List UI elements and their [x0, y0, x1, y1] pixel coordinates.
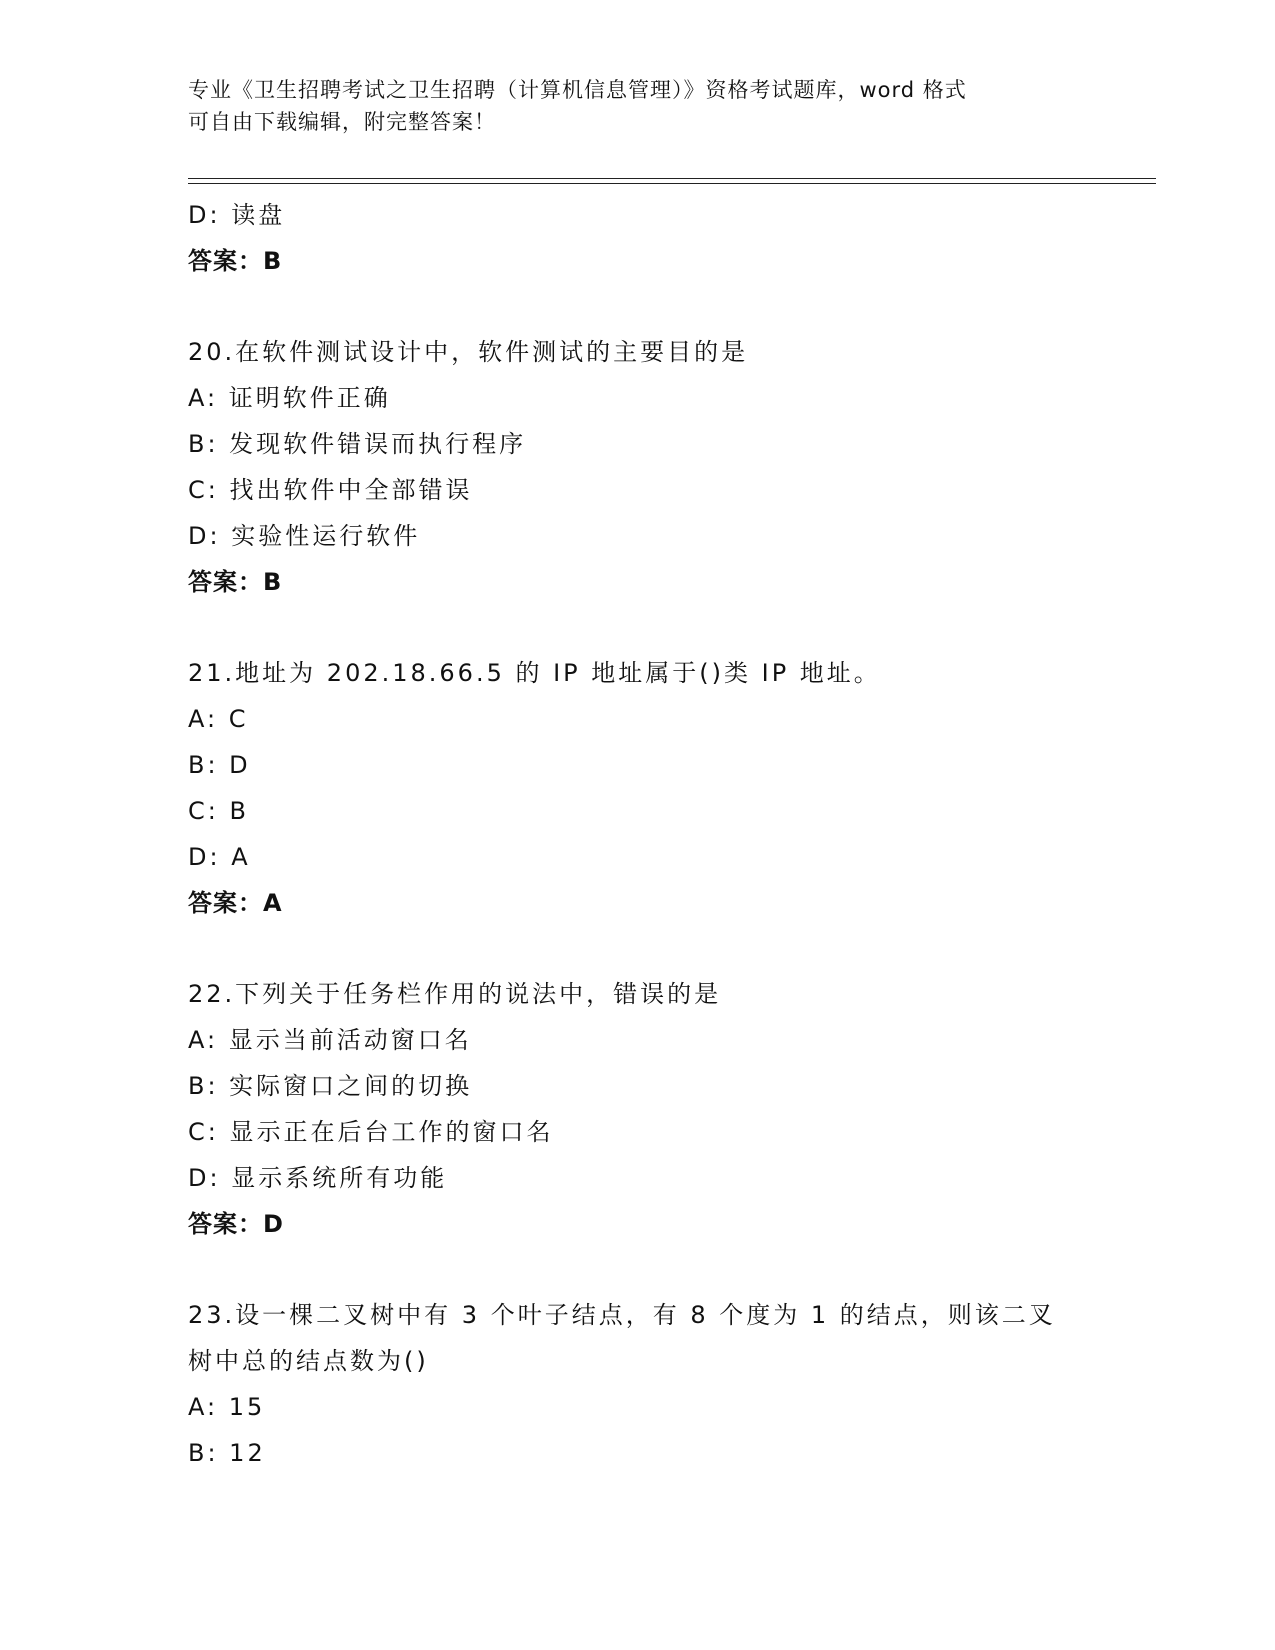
- option-b: B: 12: [188, 1439, 266, 1467]
- option-d: D: 实验性运行软件: [188, 522, 421, 550]
- question-list: [188, 192, 1088, 1476]
- option-a: A: 15: [188, 1393, 266, 1421]
- header-line-2: 可自由下载编辑，附完整答案！: [188, 110, 496, 134]
- header-divider-bottom: [188, 183, 1156, 184]
- option-d: D: 读盘: [188, 201, 286, 229]
- document-header: [188, 74, 1088, 138]
- question-text-line-2: 树中总的结点数为(): [188, 1347, 429, 1375]
- header-divider-top: [188, 178, 1156, 179]
- option-b: B: D: [188, 751, 251, 779]
- option-b: B: 发现软件错误而执行程序: [188, 430, 527, 458]
- question-22: [188, 971, 1088, 1247]
- question-text: 21.地址为 202.18.66.5 的 IP 地址属于()类 IP 地址。: [188, 659, 881, 687]
- answer: 答案：A: [188, 889, 283, 917]
- option-a: A: 证明软件正确: [188, 384, 391, 412]
- option-c: C: 找出软件中全部错误: [188, 476, 473, 504]
- option-c: C: B: [188, 797, 249, 825]
- question-text: 22.下列关于任务栏作用的说法中，错误的是: [188, 980, 722, 1008]
- option-c: C: 显示正在后台工作的窗口名: [188, 1118, 554, 1146]
- option-b: B: 实际窗口之间的切换: [188, 1072, 473, 1100]
- answer: 答案：D: [188, 1210, 284, 1238]
- question-23: [188, 1292, 1088, 1476]
- question-20: [188, 329, 1088, 605]
- option-d: D: A: [188, 843, 251, 871]
- option-a: A: 显示当前活动窗口名: [188, 1026, 472, 1054]
- option-a: A: C: [188, 705, 249, 733]
- answer: 答案：B: [188, 568, 283, 596]
- option-d: D: 显示系统所有功能: [188, 1164, 448, 1192]
- question-text-line-1: 23.设一棵二叉树中有 3 个叶子结点，有 8 个度为 1 的结点，则该二叉: [188, 1301, 1056, 1329]
- question-text: 20.在软件测试设计中，软件测试的主要目的是: [188, 338, 749, 366]
- answer: 答案：B: [188, 247, 283, 275]
- question-fragment-19: [188, 192, 1088, 284]
- question-21: [188, 650, 1088, 926]
- header-line-1: 专业《卫生招聘考试之卫生招聘（计算机信息管理）》资格考试题库，word 格式: [188, 78, 967, 102]
